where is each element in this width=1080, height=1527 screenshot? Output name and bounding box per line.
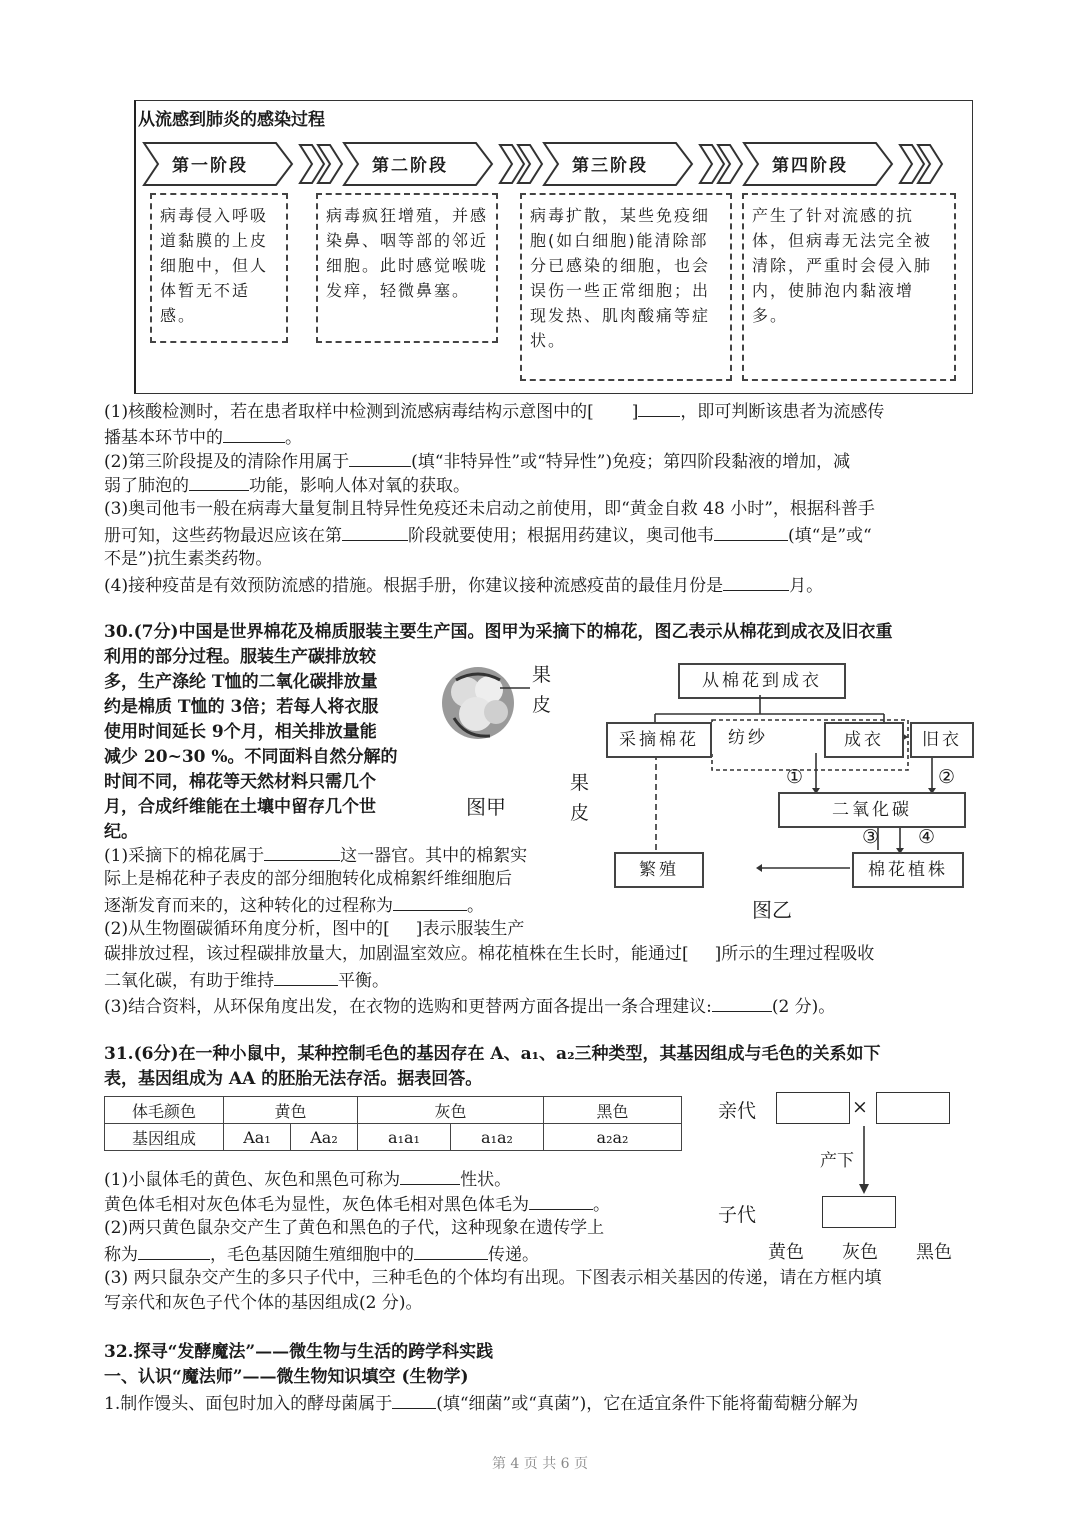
q30-title: 30.(7分)中国是世界棉花及棉质服装主要生产国。图甲为采摘下的棉花，图乙表示从棉花到成衣及旧衣重	[104, 622, 893, 642]
reproduction-box: 繁殖	[614, 852, 704, 888]
q31-question-1-cont: 黄色体毛相对灰色体毛为显性，灰色体毛相对黑色体毛为 。	[104, 1191, 610, 1217]
pericarp-label: 皮	[570, 802, 590, 824]
process-4-label: ④	[918, 826, 936, 848]
q30-question-1-end: 逐渐发育而来的，这种转化的过程称为 。	[104, 892, 484, 918]
answer-blank[interactable]	[189, 472, 249, 491]
cotton-boll-image	[436, 660, 522, 746]
parent-genotype-box-2[interactable]	[876, 1092, 950, 1124]
answer-blank[interactable]	[138, 1241, 210, 1260]
produce-label: 产下	[820, 1151, 854, 1171]
q31-question-2-cont: 称为 ，毛色基因随生殖细胞中的 传递。	[104, 1241, 539, 1267]
flu-question-3-end: 不是”)抗生素类药物。	[104, 549, 273, 569]
answer-blank[interactable]	[393, 892, 467, 911]
stage-4-label: 第四阶段	[772, 156, 848, 176]
process-3-label: ③	[862, 826, 880, 848]
stage-4-description: 产生了针对流感的抗体，但病毒无法完全被清除，严重时会侵入肺内，使肺泡内黏液增多。	[742, 193, 956, 381]
gray-label: 灰色	[842, 1242, 878, 1263]
stage-3-label: 第三阶段	[572, 156, 648, 176]
q30-question-2-end: 二氧化碳，有助于维持 平衡。	[104, 967, 389, 993]
stage-1-description: 病毒侵入呼吸道黏膜的上皮细胞中，但人体暂无不适感。	[150, 193, 288, 343]
pericarp-label: 皮	[532, 694, 552, 716]
flu-question-3-cont: 册可知，这些药物最迟应该在第 阶段就要使用；根据用药建议，奥司他韦 (填“是”或“	[104, 522, 872, 548]
flu-infection-figure	[134, 100, 973, 394]
table-header: 黄色	[224, 1097, 358, 1124]
q31-question-1: (1)小鼠体毛的黄色、灰色和黑色可称为 性状。	[104, 1166, 511, 1192]
flu-question-1: (1)核酸检测时，若在患者取样中检测到流感病毒结构示意图中的[ ] ，即可判断该患者为流感传	[104, 398, 884, 424]
flu-question-1-cont: 播基本环节中的 。	[104, 424, 302, 450]
chevron-icon	[500, 145, 524, 183]
q30-question-1: (1)采摘下的棉花属于 这一器官。其中的棉絮实	[104, 842, 527, 868]
answer-blank[interactable]	[264, 842, 340, 861]
answer-blank[interactable]	[400, 1166, 460, 1185]
process-1-label: ①	[786, 766, 804, 788]
table-header: 灰色	[358, 1097, 544, 1124]
stage-1-label: 第一阶段	[172, 156, 248, 176]
table-cell: Aa₂	[291, 1124, 358, 1151]
chevron-icon	[900, 145, 924, 183]
co2-box: 二氧化碳	[778, 792, 966, 828]
down-arrow-icon	[858, 1126, 870, 1196]
q31-question-3: (3) 两只鼠杂交产生的多只子代中，三种毛色的个体均有出现。下图表示相关基因的传递，请在方框内填	[104, 1268, 882, 1288]
flu-figure-title: 从流感到肺炎的感染过程	[138, 110, 325, 130]
answer-blank[interactable]	[723, 572, 789, 591]
figure-a-caption: 图甲	[466, 795, 506, 819]
black-label: 黑色	[916, 1242, 952, 1263]
answer-blank[interactable]	[529, 1191, 593, 1210]
answer-blank[interactable]	[712, 993, 772, 1012]
offspring-label: 子代	[718, 1204, 757, 1226]
q31-question-2: (2)两只黄色鼠杂交产生了黄色和黑色的子代，这种现象在遗传学上	[104, 1218, 605, 1238]
q32-section-title: 一、认识“魔法师”——微生物知识填空 (生物学)	[104, 1367, 469, 1387]
offspring-genotype-box[interactable]	[822, 1196, 896, 1228]
q32-title: 32.探寻“发酵魔法”——微生物与生活的跨学科实践	[104, 1342, 494, 1362]
q31-title-cont: 表，基因组成为 AA 的胚胎无法存活。据表回答。	[104, 1069, 483, 1089]
figure-b-caption: 图乙	[752, 898, 792, 922]
q30-question-3: (3)结合资料，从环保角度出发，在衣物的选购和更替两方面各提出一条合理建议: (2 分)。	[104, 993, 835, 1019]
old-clothes-box: 旧衣	[910, 722, 974, 758]
flu-question-3: (3)奥司他韦一般在病毒大量复制且特异性免疫还未启动之前使用，即“黄金自救 48 小时”，根据科普手	[104, 499, 875, 519]
genotype-table	[104, 1096, 682, 1151]
answer-blank[interactable]	[714, 522, 788, 541]
garment-box: 成衣	[824, 722, 904, 758]
chevron-icon	[300, 145, 324, 183]
flu-question-2: (2)第三阶段提及的清除作用属于 (填“非特异性”或“特异性”)免疫；第四阶段黏液的增加，减	[104, 448, 850, 474]
answer-blank[interactable]	[223, 424, 285, 443]
answer-blank[interactable]	[414, 1241, 488, 1260]
answer-blank[interactable]	[274, 967, 338, 986]
flow-title-box: 从棉花到成衣	[678, 663, 846, 699]
table-cell: a₁a₂	[451, 1124, 544, 1151]
pointer-line	[500, 683, 530, 693]
flu-question-4: (4)接种疫苗是有效预防流感的措施。根据手册，你建议接种流感疫苗的最佳月份是 月。	[104, 572, 823, 598]
flu-question-2-cont: 弱了肺泡的 功能，影响人体对氧的获取。	[104, 472, 470, 498]
stage-3-description: 病毒扩散，某些免疫细胞(如白细胞)能清除部分已感染的细胞，也会误伤一些正常细胞；出现发热、肌肉酸痛等症状。	[520, 193, 732, 381]
table-cell: Aa₁	[224, 1124, 291, 1151]
stage-2-label: 第二阶段	[372, 156, 448, 176]
yellow-label: 黄色	[768, 1242, 804, 1263]
page-footer: 第 4 页 共 6 页	[491, 1456, 589, 1472]
chevron-icon	[700, 145, 724, 183]
pericarp-label: 果	[570, 772, 590, 794]
q30-question-2: (2)从生物圈碳循环角度分析，图中的[ ]表示服装生产	[104, 919, 525, 939]
parent-genotype-box-1[interactable]	[776, 1092, 850, 1124]
answer-blank[interactable]	[349, 448, 411, 467]
q31-title: 31.(6分)在一种小鼠中，某种控制毛色的基因存在 A、a₁、a₂三种类型，其基因组成与毛色的关系如下	[104, 1044, 881, 1064]
answer-blank[interactable]	[638, 398, 680, 417]
answer-blank[interactable]	[342, 522, 408, 541]
table-header: 体毛颜色	[105, 1097, 224, 1124]
parent-label: 亲代	[718, 1100, 757, 1122]
stage-2-description: 病毒疯狂增殖，并感染鼻、咽等部的邻近细胞。此时感觉喉咙发痒，轻微鼻塞。	[316, 193, 498, 343]
process-2-label: ②	[938, 766, 956, 788]
q30-intro: 利用的部分过程。服装生产碳排放较 多，生产涤纶 T恤的二氧化碳排放量 约是棉质 T恤的 3倍；若每人将衣服 使用时间延长 9个月，相关排放量能 减少 20~30 %。不同面料自然分解的 时间不同，棉花等天然材料只需几个 月，合成纤维能在土壤中留存几个世 纪。	[104, 647, 398, 842]
pericarp-label: 果	[532, 664, 552, 686]
table-cell: a₁a₁	[358, 1124, 451, 1151]
table-header: 黑色	[544, 1097, 682, 1124]
table-cell: a₂a₂	[544, 1124, 682, 1151]
cross-symbol: ×	[852, 1096, 868, 1118]
q30-question-2-cont: 碳排放过程，该过程碳排放量大，加剧温室效应。棉花植株在生长时，能通过[ ]所示的生理过程吸收	[104, 944, 875, 964]
cotton-plant-box: 棉花植株	[852, 852, 964, 888]
pick-cotton-box: 采摘棉花	[606, 722, 712, 758]
table-row-label: 基因组成	[105, 1124, 224, 1151]
spinning-box: 纺纱	[712, 722, 784, 754]
q30-question-1-cont: 际上是棉花种子表皮的部分细胞转化成棉絮纤维细胞后	[104, 869, 512, 889]
q32-question-1: 1.制作馒头、面包时加入的酵母菌属于 (填“细菌”或“真菌”)，它在适宜条件下能将葡萄糖分解为	[104, 1390, 858, 1416]
answer-blank[interactable]	[392, 1390, 436, 1409]
q31-question-3-cont: 写亲代和灰色子代个体的基因组成(2 分)。	[104, 1293, 423, 1313]
